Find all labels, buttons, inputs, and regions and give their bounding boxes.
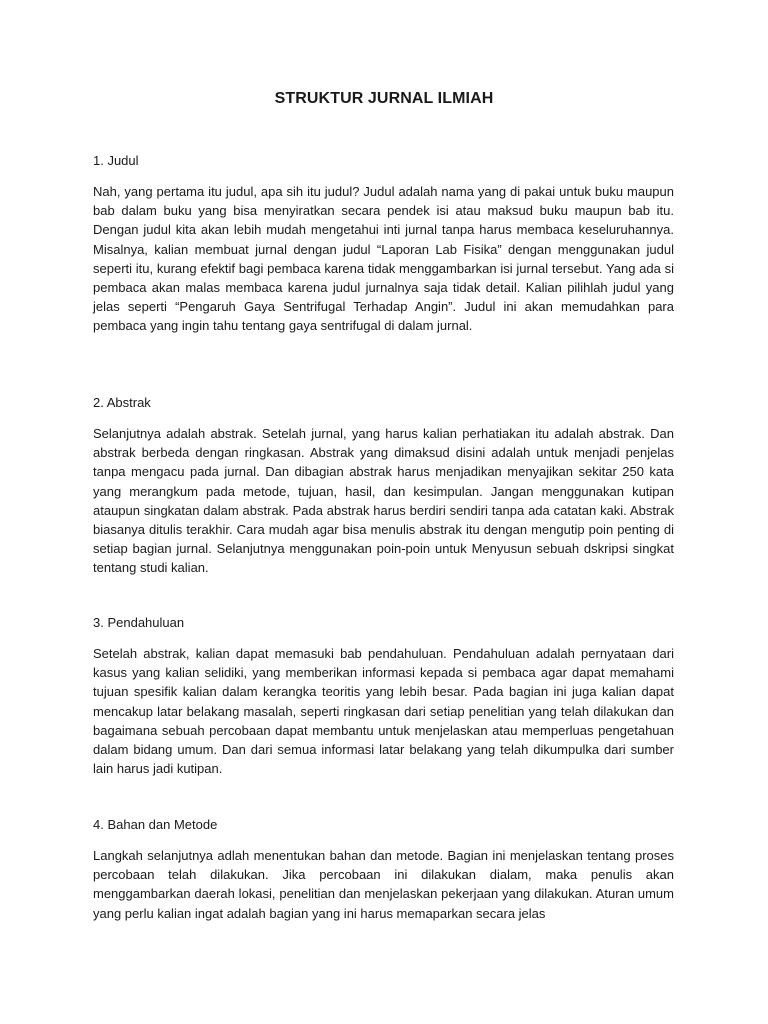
section-heading: 4. Bahan dan Metode: [93, 817, 218, 832]
section-paragraph: Langkah selanjutnya adlah menentukan bahan dan metode. Bagian ini menjelaskan tentang proses percobaan telah dilakukan. Jika percobaan ini dilakukan dialam, maka penulis akan menggambarkan daerah lokasi, penelitian dan menjelaskan pekerjaan yang dilakukan. Aturan umum yang perlu kalian ingat adalah bagian yang ini harus memaparkan secara jelas: [93, 848, 674, 921]
section-bahan-dan-metode: [93, 816, 674, 923]
section-paragraph: Nah, yang pertama itu judul, apa sih itu judul? Judul adalah nama yang di pakai untuk buku maupun bab dalam buku yang bisa menyiratkan secara pendek isi atau maksud buku maupun bab itu. Dengan judul kita akan lebih mudah mengetahui inti jurnal tanpa harus membaca keseluruhannya. Misalnya, kalian membuat jurnal dengan judul “Laporan Lab Fisika” dengan menggunakan judul seperti itu, kurang efektif bagi pembaca karena tidak menggambarkan isi jurnal tersebut. Yang ada si pembaca akan malas membaca karena judul jurnalnya saja tidak detail. Kalian pilihlah judul yang jelas seperti “Pengaruh Gaya Sentrifugal Terhadap Angin”. Judul ini akan memudahkan para pembaca yang ingin tahu tentang gaya sentrifugal di dalam jurnal.: [93, 184, 674, 334]
section-heading: 2. Abstrak: [93, 395, 151, 410]
section-abstrak: [93, 394, 674, 578]
document-title: STRUKTUR JURNAL ILMIAH: [274, 90, 494, 107]
section-judul: [93, 152, 674, 336]
section-heading: 3. Pendahuluan: [93, 615, 185, 630]
section-paragraph: Setelah abstrak, kalian dapat memasuki bab pendahuluan. Pendahuluan adalah pernyataan dari kasus yang kalian selidiki, yang memberikan informasi kepada si pembaca agar dapat memahami tujuan spesifik kalian dalam kerangka teoritis yang lebih besar. Pada bagian ini juga kalian dapat mencakup latar belakang masalah, seperti ringkasan dari setiap penelitian yang telah dilakukan dan bagaimana sebuah percobaan dapat membantu untuk menjelaskan atau memperluas pengetahuan dalam bidang umum. Dan dari semua informasi latar belakang yang telah dikumpulka dari sumber lain harus jadi kutipan.: [93, 646, 674, 777]
section-pendahuluan: [93, 614, 674, 778]
section-paragraph: Selanjutnya adalah abstrak. Setelah jurnal, yang harus kalian perhatiakan itu adalah abstrak. Dan abstrak berbeda dengan ringkasan. Abstrak yang dimaksud disini adalah untuk menjadi penjelas tanpa mengacu pada jurnal. Dan dibagian abstrak harus menjadikan menyajikan sekitar 250 kata yang merangkum pada metode, tujuan, hasil, dan kesimpulan. Jangan menggunakan kutipan ataupun singkatan dalam abstrak. Pada abstrak harus berdiri sendiri tanpa ada catatan kaki. Abstrak biasanya ditulis terakhir. Cara mudah agar bisa menulis abstrak itu dengan mengutip poin penting di setiap bagian jurnal. Selanjutnya menggunakan poin-poin untuk Menyusun sebuah dskripsi singkat tentang studi kalian.: [93, 426, 674, 576]
section-heading: 1. Judul: [93, 153, 139, 168]
